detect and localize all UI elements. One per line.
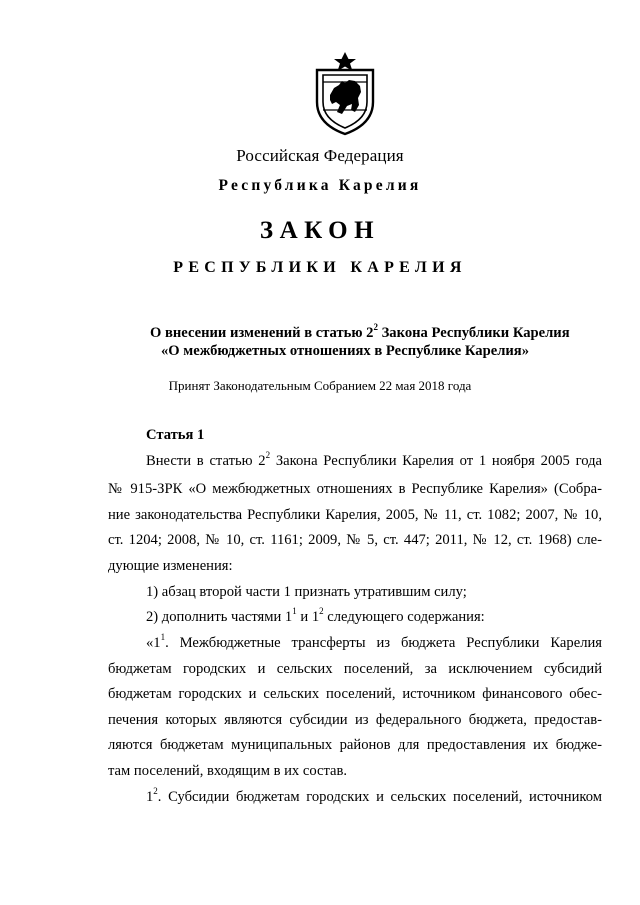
paragraph-line: № 915-ЗРК «О межбюджетных отношениях в Республике Карелия» (Собра- (108, 481, 602, 497)
quoted-paragraph-line: «$1^1$. Межбюджетные трансферты из бюджета Республики Карелия (146, 632, 602, 651)
law-title-line-2: «О межбюджетных отношениях в Республике Карелия» (161, 343, 529, 359)
quoted-paragraph-line: бюджетам городских и сельских поселений, за исключением субсидий (108, 661, 602, 677)
paragraph-line: ние законодательства Республики Карелия, 2005, № 11, ст. 1082; 2007, № 10, (108, 507, 602, 523)
quoted-paragraph-line: ляются бюджетам муниципальных районов для предоставления их бюдже- (108, 737, 602, 753)
adoption-note: Принят Законодательным Собранием 22 мая 2018 года (168, 378, 472, 393)
karelia-coat-of-arms-icon (309, 50, 381, 136)
country-name: Российская Федерация (236, 146, 404, 165)
paragraph-line: дующие изменения: (108, 558, 233, 574)
article-heading: Статья 1 (146, 427, 205, 443)
quoted-paragraph-line: печения которых являются субсидии из федерального бюджета, предостав- (108, 712, 602, 728)
quoted-paragraph-line: там поселений, входящим в их состав. (108, 763, 348, 779)
document-type: ЗАКОН (259, 217, 381, 244)
list-item: 1) абзац второй части 1 признать утратившим силу; (146, 584, 467, 600)
quoted-paragraph-line: $1^2$. Субсидии бюджетам городских и сельских поселений, источником (146, 786, 602, 805)
document-type-subtitle: РЕСПУБЛИКИ КАРЕЛИЯ (173, 259, 467, 276)
paragraph-line: ст. 1204; 2008, № 10, ст. 1161; 2009, № 5, ст. 447; 2011, № 12, ст. 1968) сле- (108, 532, 602, 548)
list-item: 2) дополнить частями $1^1$ и $1^2$ следующего содержания: (146, 606, 485, 625)
law-title-line-1: О внесении изменений в статью $2^2$ Закона Республики Карелия (150, 322, 570, 341)
paragraph-line: Внести в статью $2^2$ Закона Республики Карелия от 1 ноября 2005 года (146, 450, 602, 469)
quoted-paragraph-line: бюджетам городских и сельских поселений, источником финансового обес- (108, 686, 602, 702)
republic-name: Республика Карелия (218, 177, 422, 194)
